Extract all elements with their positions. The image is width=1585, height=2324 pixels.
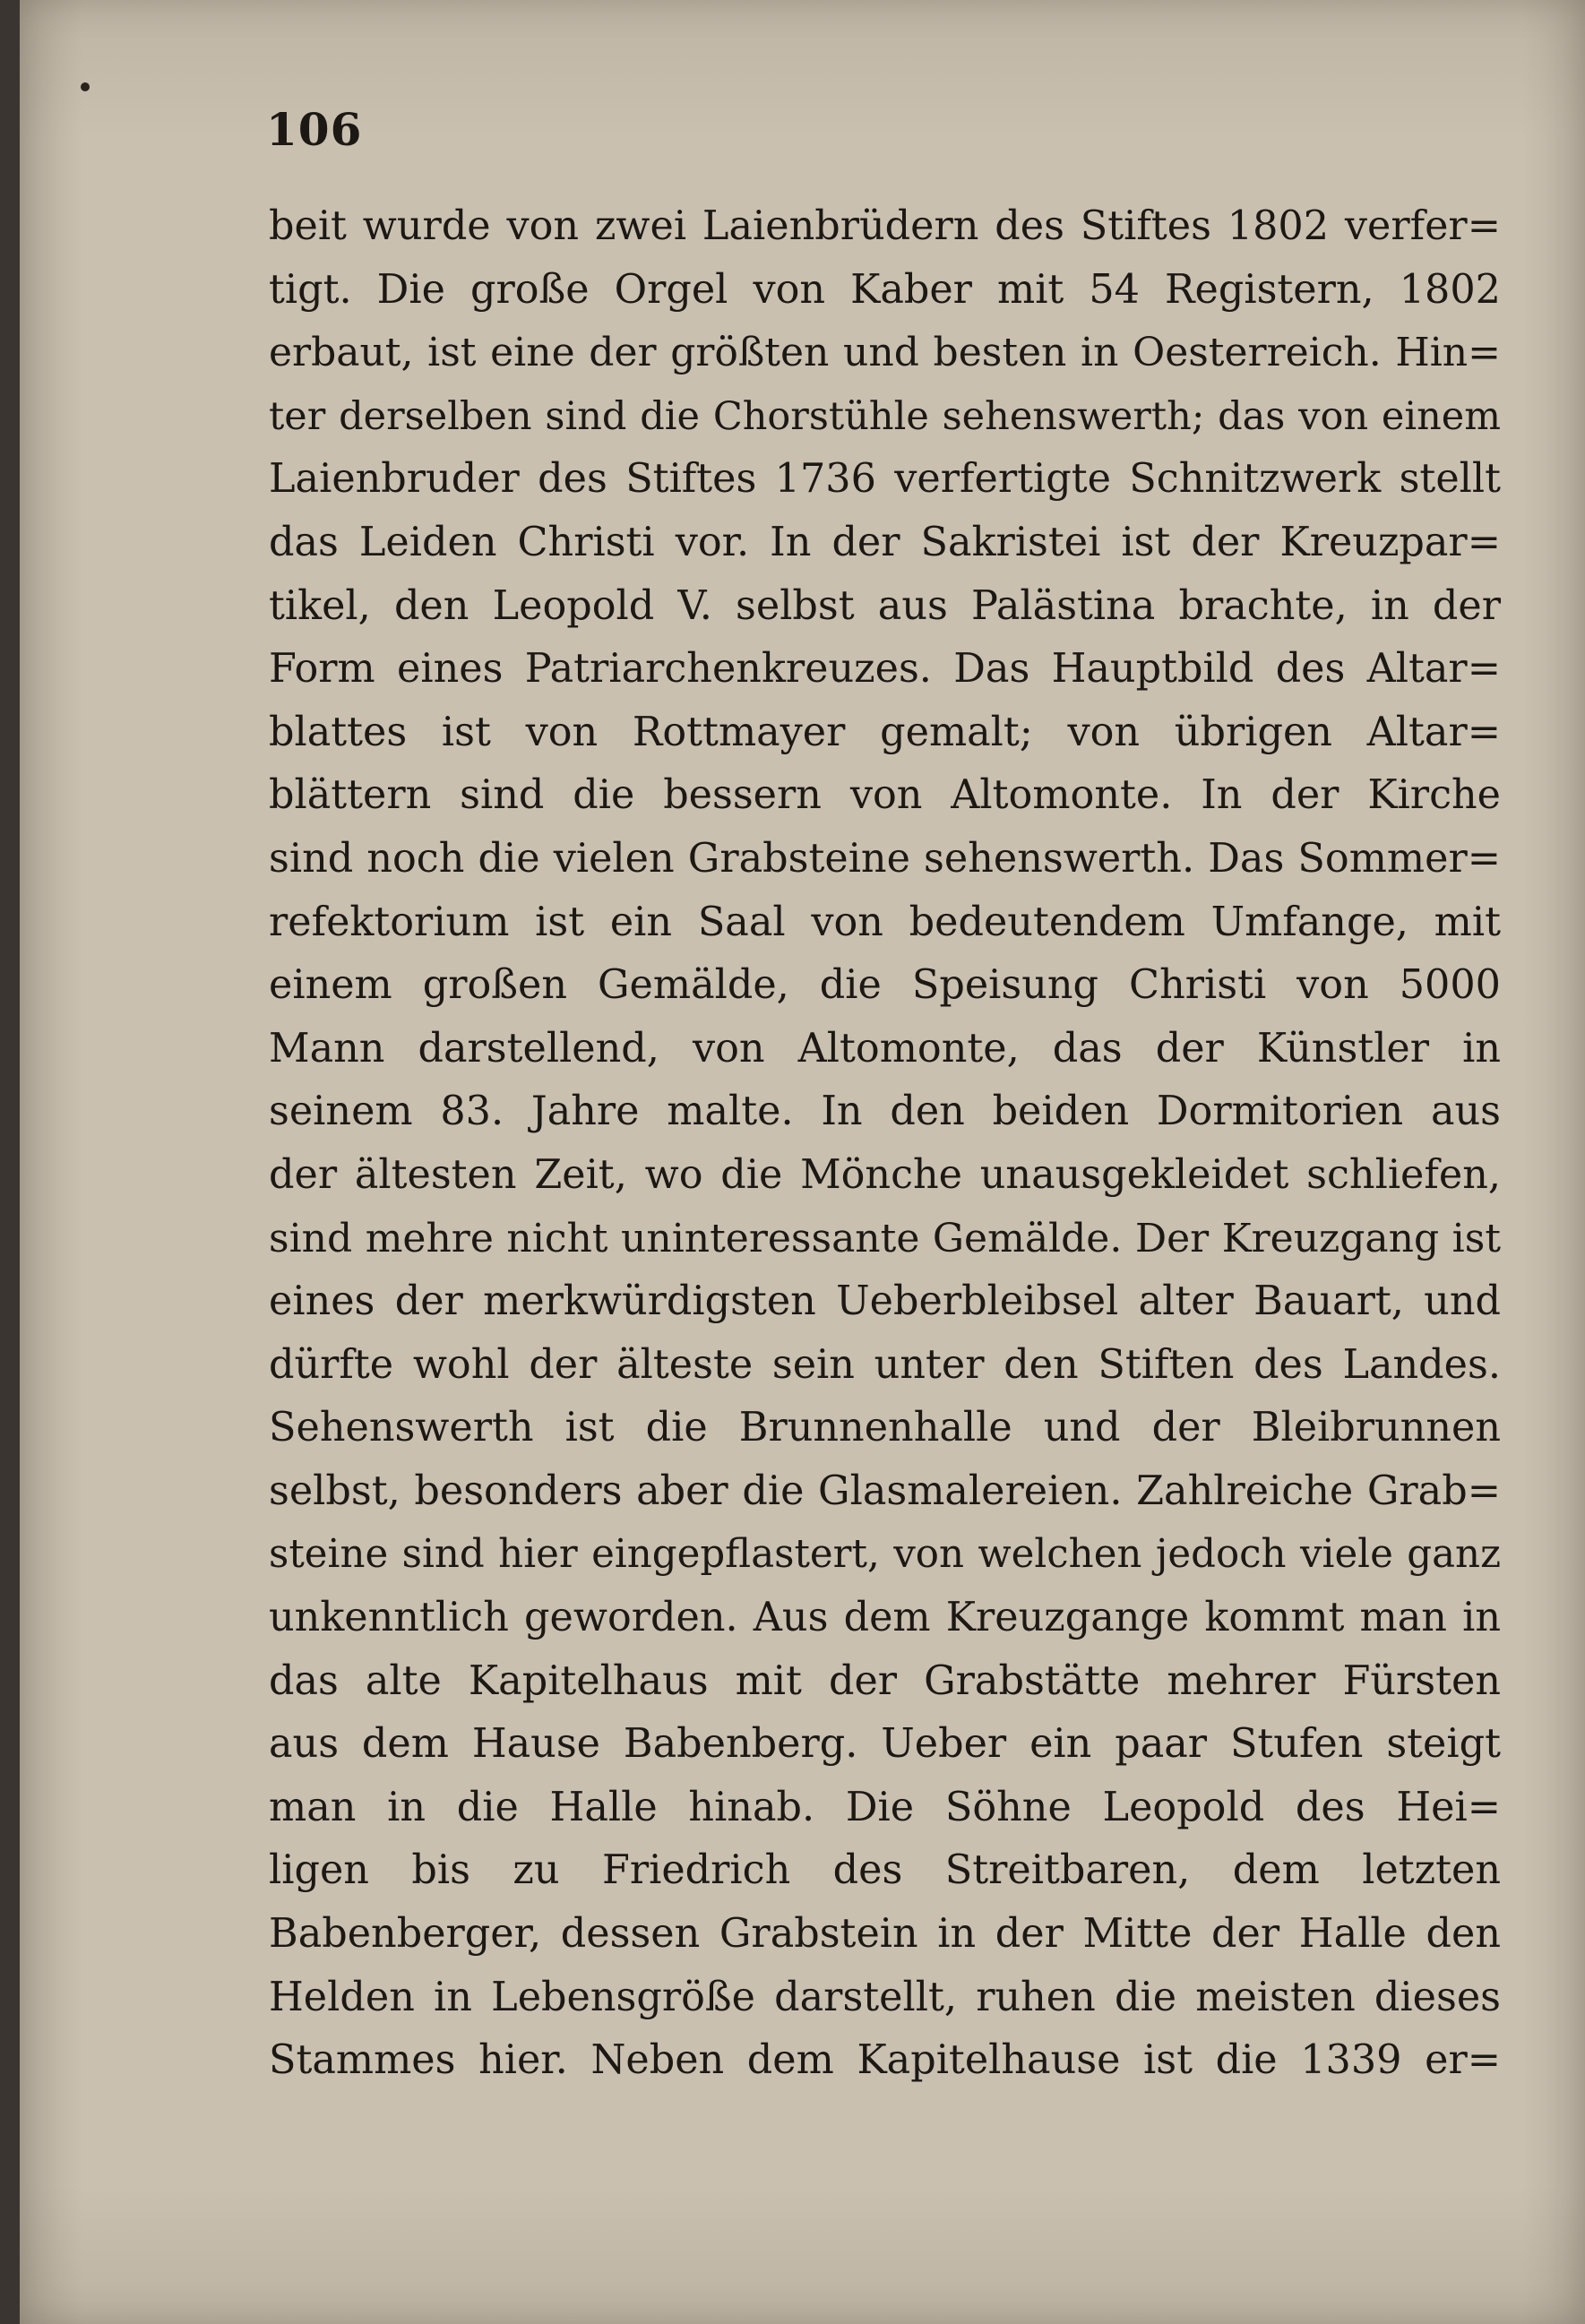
text-line: ligen bis zu Friedrich des Streitbaren, dem letzten	[269, 1847, 1501, 1894]
text-line: Mann darstellend, von Altomonte, das der Künstler in	[269, 1025, 1501, 1072]
text-line: aus dem Hause Babenberg. Ueber ein paar Stufen steigt	[269, 1721, 1501, 1768]
text-line: Sehenswerth ist die Brunnenhalle und der Bleibrunnen	[269, 1405, 1501, 1451]
text-line: tikel, den Leopold V. selbst aus Palästina brachte, in der	[269, 582, 1501, 629]
text-line: sind mehre nicht uninteressante Gemälde. Der Kreuzgang ist	[269, 1215, 1501, 1261]
page-number: 106	[266, 103, 363, 156]
text-line: einem großen Gemälde, die Speisung Christi von 5000	[269, 962, 1501, 1009]
text-line: tigt. Die große Orgel von Kaber mit 54 Registern, 1802	[269, 266, 1501, 313]
text-line: Babenberger, dessen Grabstein in der Mitte der Halle den	[269, 1911, 1501, 1958]
text-line: unkenntlich geworden. Aus dem Kreuzgange kommt man in	[269, 1595, 1501, 1641]
text-line: das Leiden Christi vor. In der Sakristei ist der Kreuzpar=	[269, 519, 1501, 565]
text-line: der ältesten Zeit, wo die Mönche unausgekleidet schliefen,	[269, 1151, 1501, 1198]
text-line: dürfte wohl der älteste sein unter den Stiften des Landes.	[269, 1341, 1501, 1388]
text-line: beit wurde von zwei Laienbrüdern des Stiftes 1802 verfer=	[269, 203, 1501, 249]
text-line: das alte Kapitelhaus mit der Grabstätte mehrer Fürsten	[269, 1657, 1501, 1704]
text-line: eines der merkwürdigsten Ueberbleibsel alter Bauart, und	[269, 1278, 1501, 1325]
text-line: erbaut, ist eine der größten und besten in Oesterreich. Hin=	[269, 330, 1501, 376]
text-line: Helden in Lebensgröße darstellt, ruhen die meisten dieses	[269, 1974, 1501, 2020]
text-line: ter derselben sind die Chorstühle sehenswerth; das von einem	[269, 393, 1501, 439]
text-line: blattes ist von Rottmayer gemalt; von übrigen Altar=	[269, 709, 1501, 755]
text-line: blättern sind die bessern von Altomonte. In der Kirche	[269, 772, 1501, 819]
ink-spot	[81, 82, 90, 91]
text-line: seinem 83. Jahre malte. In den beiden Dormitorien aus	[269, 1089, 1501, 1135]
text-line: sind noch die vielen Grabsteine sehenswerth. Das Sommer=	[269, 835, 1501, 882]
text-line: steine sind hier eingepflastert, von welchen jedoch viele ganz	[269, 1532, 1501, 1578]
text-line: Stammes hier. Neben dem Kapitelhause ist die 1339 er=	[269, 2037, 1501, 2084]
text-line: refektorium ist ein Saal von bedeutendem Umfange, mit	[269, 899, 1501, 945]
text-line: man in die Halle hinab. Die Söhne Leopold des Hei=	[269, 1784, 1501, 1830]
text-line: Laienbruder des Stiftes 1736 verfertigte Schnitzwerk stellt	[269, 456, 1501, 503]
text-line: selbst, besonders aber die Glasmalereien. Zahlreiche Grab=	[269, 1468, 1501, 1514]
text-line: Form eines Patriarchenkreuzes. Das Hauptbild des Altar=	[269, 646, 1501, 693]
book-page	[20, 0, 1585, 2324]
body-text	[269, 195, 1501, 2093]
